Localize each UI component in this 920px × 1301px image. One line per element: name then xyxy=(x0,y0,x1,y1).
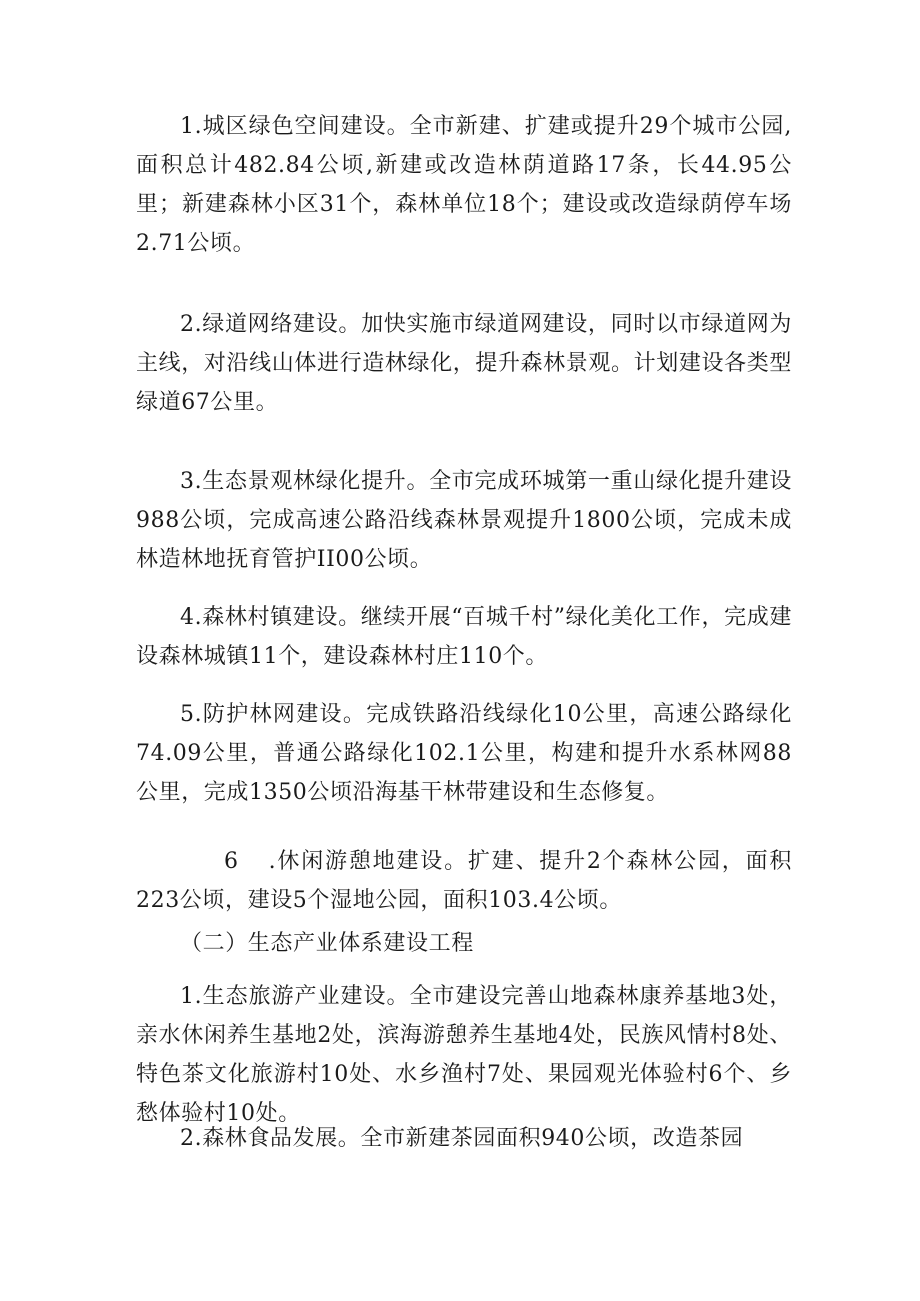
paragraph-leisure-areas xyxy=(136,842,792,920)
paragraph-forest-food: 2.森林食品发展。全市新建茶园面积940公顷，改造茶园 xyxy=(180,1126,744,1151)
paragraph-landscape-forest: 3.生态景观林绿化提升。全市完成环城第一重山绿化提升建设988公顷，完成高速公路沿线森林景观提升1800公顷，完成未成林造林地抚育管护II00公顷。 xyxy=(136,469,792,572)
paragraph-shelter-forest: 5.防护林网建设。完成铁路沿线绿化10公里，高速公路绿化74.09公里，普通公路绿化102.1公里，构建和提升水系林网88公里，完成1350公顷沿海基干林带建设和生态修复。 xyxy=(136,702,792,805)
paragraph-eco-tourism: 1.生态旅游产业建设。全市建设完善山地森林康养基地3处，亲水休闲养生基地2处，滨海游憩养生基地4处，民族风情村8处、特色茶文化旅游村10处、水乡渔村7处、果园观光体验村6个、乡愁体验村10处。 xyxy=(136,984,792,1126)
paragraph-greenway-network: 2.绿道网络建设。加快实施市绿道网建设，同时以市绿道网为主线，对沿线山体进行造林绿化，提升森林景观。计划建设各类型绿道67公里。 xyxy=(136,312,792,415)
section-heading: （二）生态产业体系建设工程 xyxy=(180,931,474,956)
paragraph-text: .休闲游憩地建设。扩建、提升2个森林公园，面积223公顷，建设5个湿地公园，面积103.4公顷。 xyxy=(136,849,792,913)
paragraph-urban-green-space: 1.城区绿色空间建设。全市新建、扩建或提升29个城市公园,面积总计482.84公顷,新建或改造林荫道路17条，长44.95公里；新建森林小区31个，森林单位18个；建设或改造绿荫停车场2.71公顷。 xyxy=(136,114,792,256)
paragraph-number: 6 xyxy=(224,849,239,874)
paragraph-forest-villages: 4.森林村镇建设。继续开展“百城千村”绿化美化工作，完成建设森林城镇11个，建设森林村庄110个。 xyxy=(136,605,792,669)
